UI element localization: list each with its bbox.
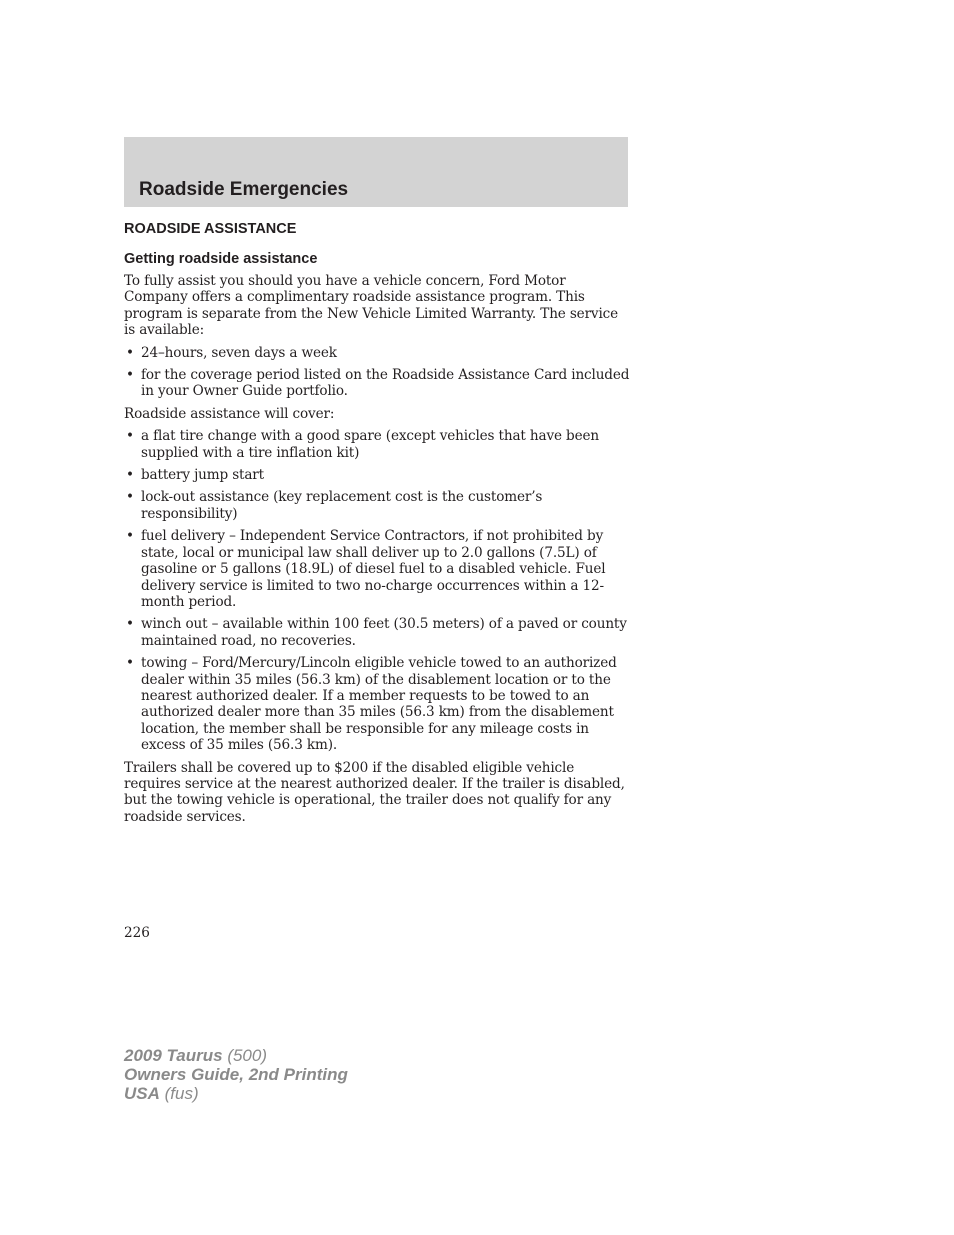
footer-market-code: (fus) [159, 1084, 199, 1103]
list-item [124, 528, 630, 610]
list-item-text: fuel delivery – Independent Service Contractors, if not prohibited by state, local or municipal law shall deliver up to 2.0 gallons (7.5L) of gasoline or 5 gallons (18.9L) of diesel fuel to a disabled vehicle. Fuel delivery service is limited to two no-charge occurrences within a 12-month period. [141, 528, 606, 610]
bullet-icon: • [126, 367, 134, 384]
page-content [124, 220, 630, 825]
list-item-text: 24–hours, seven days a week [141, 344, 337, 361]
list-item [124, 345, 630, 361]
list-item-text: battery jump start [141, 467, 264, 484]
bullet-icon: • [126, 616, 134, 633]
bullet-icon: • [126, 428, 134, 445]
footer [124, 1046, 348, 1103]
section-header-band [124, 137, 628, 207]
list-item-text: a flat tire change with a good spare (except vehicles that have been supplied with a tire inflation kit) [141, 428, 599, 461]
section-heading: ROADSIDE ASSISTANCE [124, 221, 297, 237]
list-item-text: lock-out assistance (key replacement cost is the customer’s responsibility) [141, 489, 543, 522]
trailers-paragraph: Trailers shall be covered up to $200 if the disabled eligible vehicle requires service at the nearest authorized dealer. If the trailer is disabled, but the towing vehicle is operational, the trailer does not qualify for any roadside services. [124, 759, 625, 825]
bullet-icon: • [126, 489, 134, 506]
sub-heading: Getting roadside assistance [124, 251, 318, 267]
footer-model-code: (500) [222, 1046, 268, 1065]
page-number: 226 [124, 925, 150, 941]
footer-line-market [124, 1084, 348, 1103]
list-item-text: towing – Ford/Mercury/Lincoln eligible vehicle towed to an authorized dealer within 35 miles (56.3 km) of the disablement location or to the nearest authorized dealer. If a member requests to be towed to an authorized dealer more than 35 miles (56.3 km) from the disablement location, the member shall be responsible for any mileage costs in excess of 35 miles (56.3 km). [141, 655, 617, 754]
list-item [124, 428, 630, 461]
list-item-text: for the coverage period listed on the Roadside Assistance Card included in your Owner Guide portfolio. [141, 367, 630, 400]
footer-line-model [124, 1046, 348, 1065]
list-item [124, 616, 630, 649]
footer-market: USA [124, 1084, 160, 1103]
coverage-intro: Roadside assistance will cover: [124, 405, 335, 422]
intro-paragraph: To fully assist you should you have a vehicle concern, Ford Motor Company offers a complimentary roadside assistance program. This program is separate from the New Vehicle Limited Warranty. The service is available: [124, 273, 619, 339]
footer-model: 2009 Taurus [124, 1046, 223, 1065]
list-item-text: winch out – available within 100 feet (30.5 meters) of a paved or county maintained road, no recoveries. [141, 616, 627, 649]
availability-list [124, 345, 630, 400]
list-item [124, 489, 630, 522]
bullet-icon: • [126, 467, 134, 484]
bullet-icon: • [126, 655, 134, 672]
list-item [124, 467, 630, 483]
list-item [124, 367, 630, 400]
footer-line-printing: Owners Guide, 2nd Printing [124, 1065, 348, 1084]
coverage-list [124, 428, 630, 753]
bullet-icon: • [126, 528, 134, 545]
list-item [124, 655, 630, 753]
chapter-title: Roadside Emergencies [139, 179, 349, 200]
bullet-icon: • [126, 344, 134, 361]
